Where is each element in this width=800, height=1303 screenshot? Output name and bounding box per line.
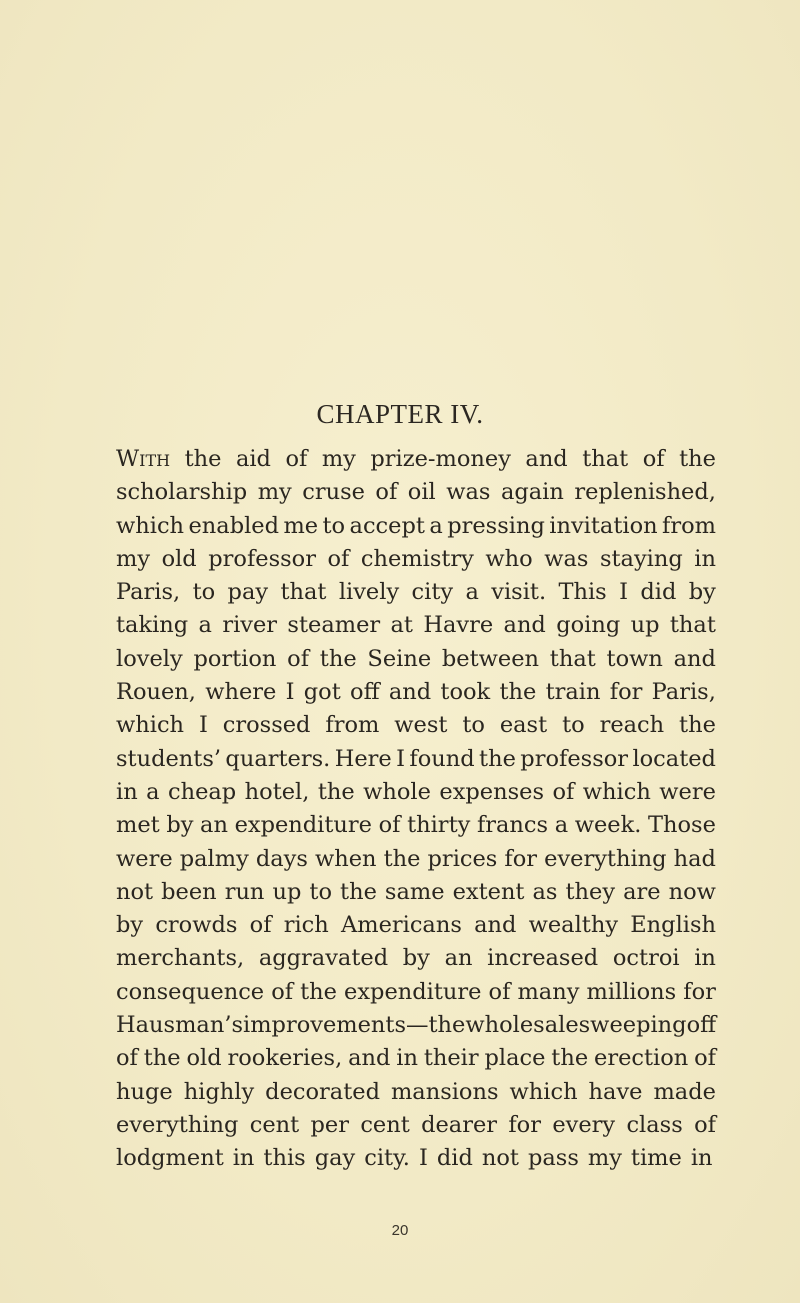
text-line: huge highly decorated mansions which have made	[116, 1078, 716, 1105]
page-number: 20	[391, 1222, 409, 1239]
text-line: which I crossed from west to east to reach the	[116, 712, 716, 739]
text-line: everything cent per cent dearer for every class of	[116, 1111, 716, 1138]
text-line: were palmy days when the prices for everything had	[116, 845, 716, 872]
text-line: in a cheap hotel, the whole expenses of which were	[116, 778, 716, 805]
text-line: merchants, aggravated by an increased octroi in	[116, 945, 716, 972]
text-line: by crowds of rich Americans and wealthy English	[116, 912, 716, 939]
text-line: of the old rookeries, and in their place the erection of	[116, 1045, 716, 1072]
text-line: consequence of the expenditure of many millions for	[116, 978, 716, 1005]
chapter-heading: CHAPTER IV.	[316, 399, 484, 429]
text-line: my old professor of chemistry who was staying in	[116, 545, 716, 572]
text-line: students’ quarters. Here I found the professor located	[116, 745, 716, 772]
text-line: met by an expenditure of thirty francs a week. Those	[116, 812, 716, 839]
body-paragraph	[116, 443, 716, 1176]
text-line: not been run up to the same extent as they are now	[116, 878, 716, 905]
text-line: scholarship my cruse of oil was again replenished,	[116, 479, 716, 506]
text-line: With the aid of my prize-money and that of the	[116, 446, 716, 472]
text-line: which enabled me to accept a pressing invitation from	[116, 512, 716, 539]
text-line: lodgment in this gay city. I did not pass my time in	[116, 1145, 713, 1172]
text-line: Paris, to pay that lively city a visit. This I did by	[116, 579, 716, 606]
text-line: Rouen, where I got off and took the train for Paris,	[116, 679, 716, 706]
text-line: taking a river steamer at Havre and going up that	[116, 612, 716, 639]
text-line: Hausman’s improvements—the wholesale sweeping off	[116, 1012, 717, 1039]
text-line: lovely portion of the Seine between that town and	[116, 645, 716, 672]
